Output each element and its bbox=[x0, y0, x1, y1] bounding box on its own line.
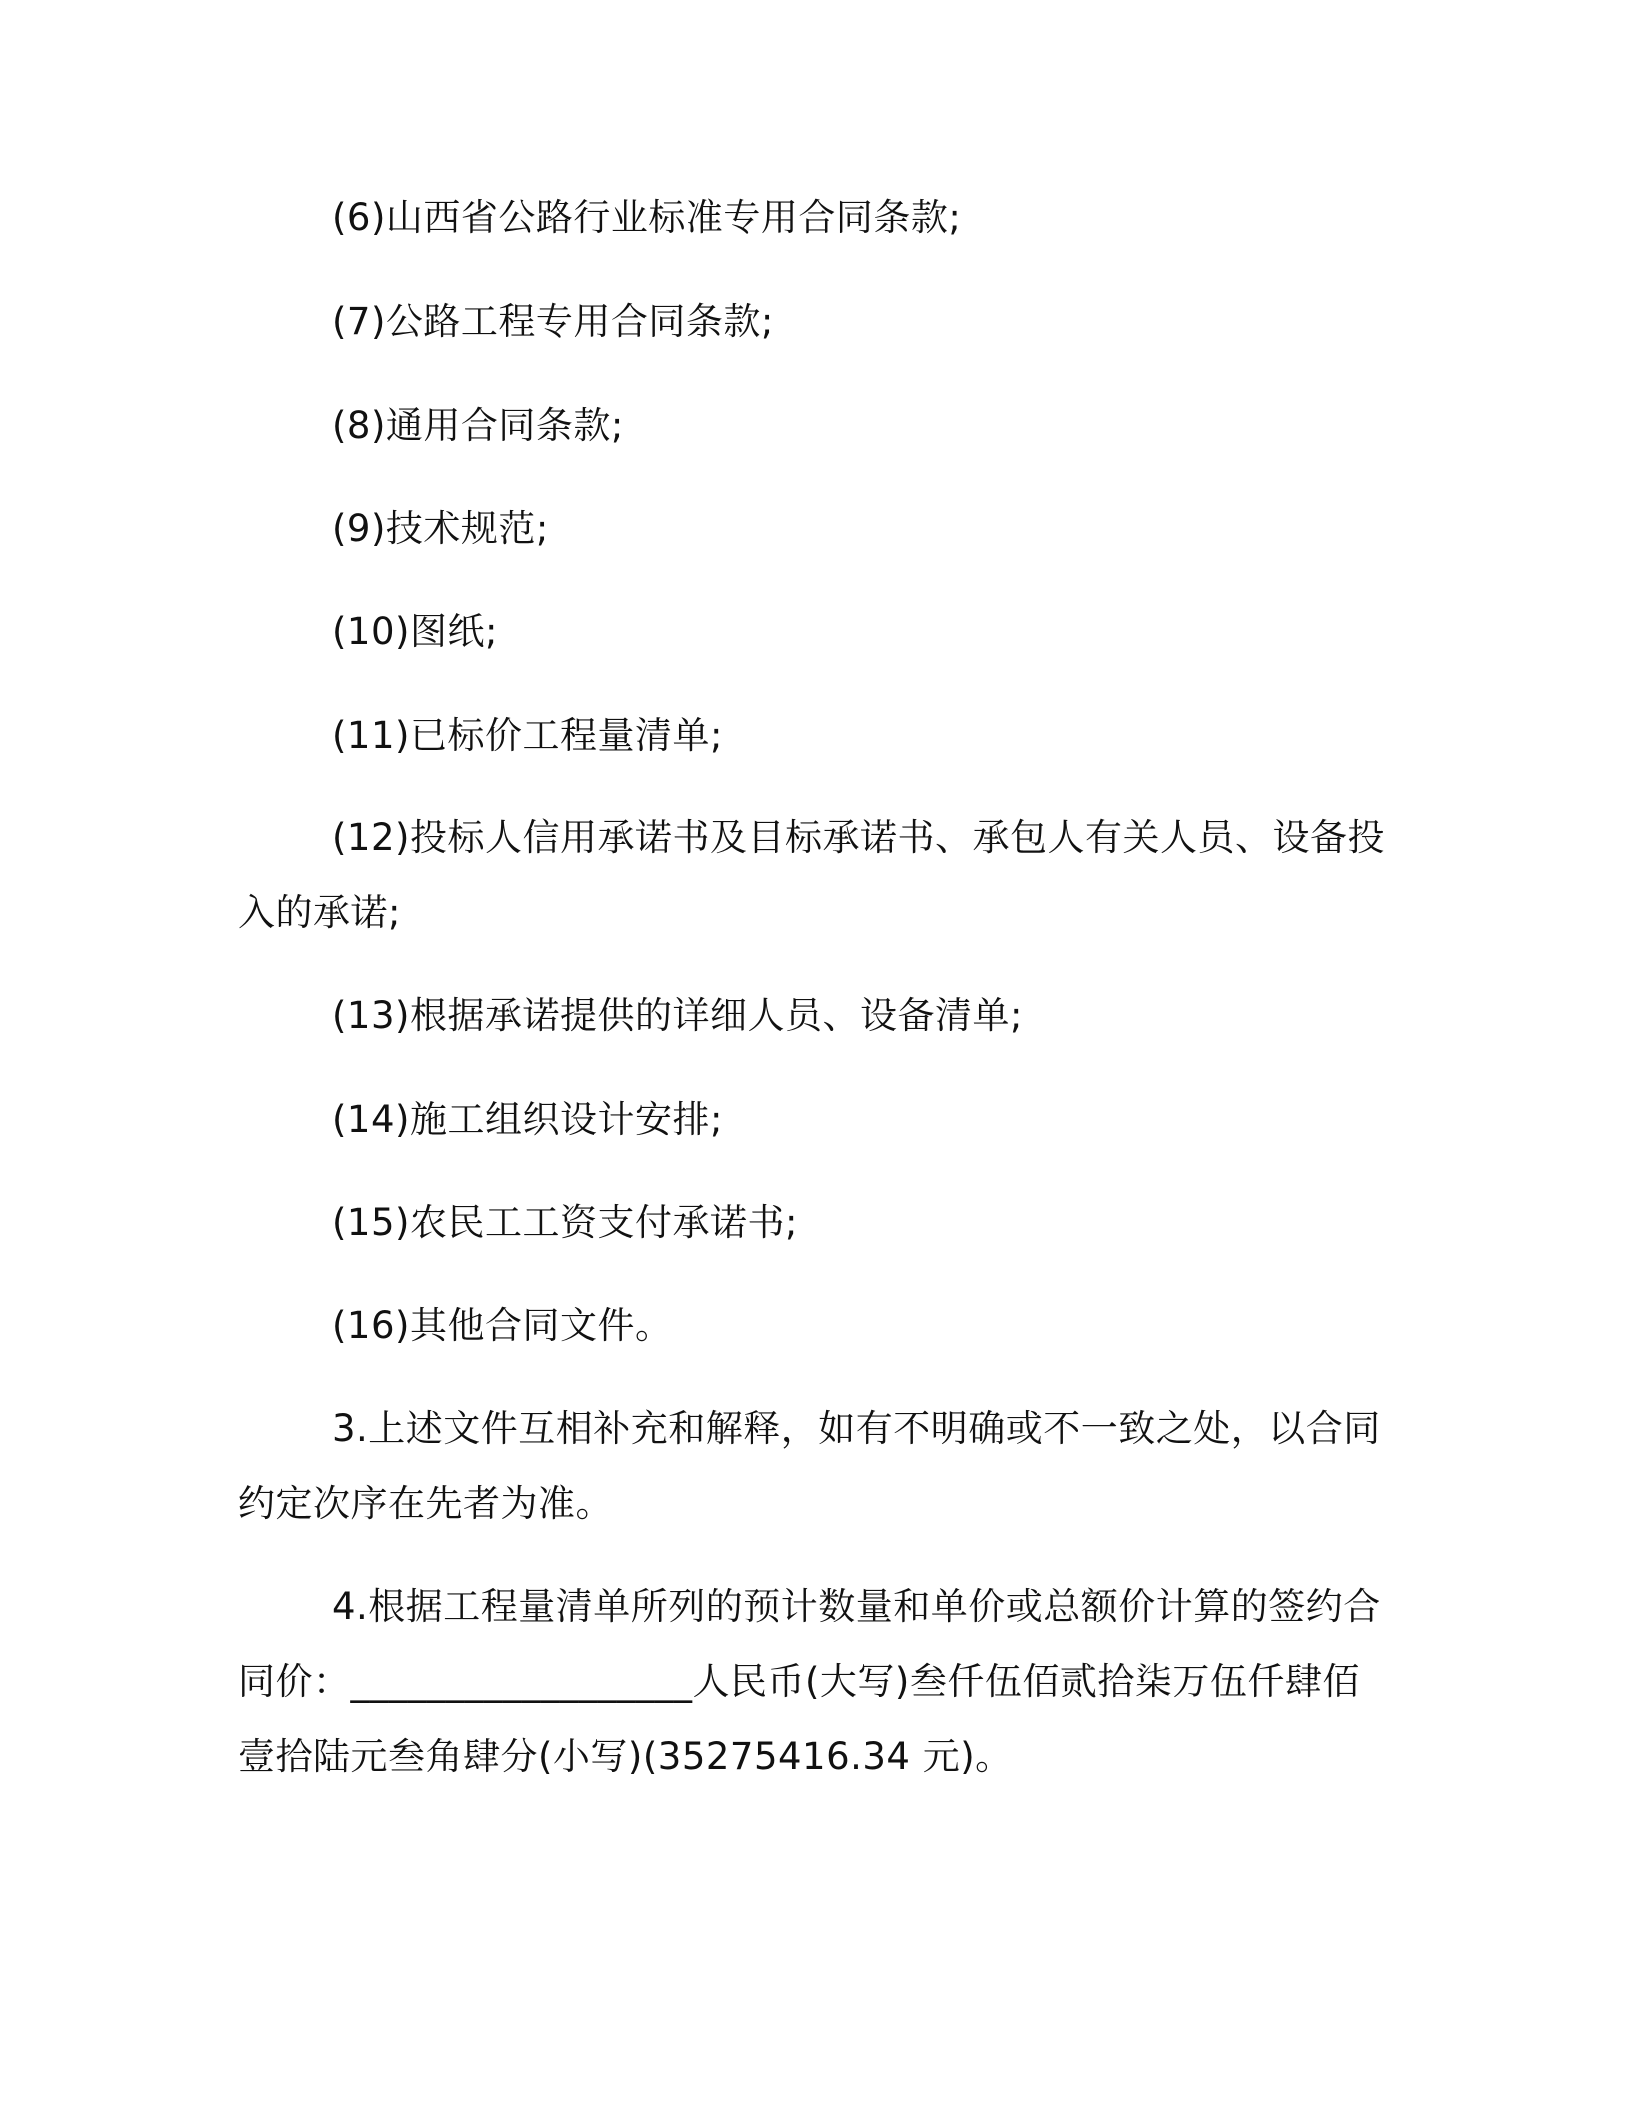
contract-item-13: (13)根据承诺提供的详细人员、设备清单; bbox=[332, 994, 1023, 1037]
contract-item-12-continuation: 入的承诺; bbox=[238, 891, 401, 934]
contract-item-10: (10)图纸; bbox=[332, 610, 498, 653]
clause-3-line-1: 3.上述文件互相补充和解释，如有不明确或不一致之处，以合同 bbox=[332, 1407, 1381, 1450]
contract-item-8: (8)通用合同条款; bbox=[332, 404, 624, 447]
contract-item-12: (12)投标人信用承诺书及目标承诺书、承包人有关人员、设备投 bbox=[332, 816, 1385, 859]
contract-item-7: (7)公路工程专用合同条款; bbox=[332, 300, 774, 343]
clause-3-line-2: 约定次序在先者为准。 bbox=[238, 1482, 613, 1525]
contract-item-9: (9)技术规范; bbox=[332, 507, 549, 550]
contract-item-6: (6)山西省公路行业标准专用合同条款; bbox=[332, 196, 962, 239]
contract-item-14: (14)施工组织设计安排; bbox=[332, 1098, 723, 1141]
clause-4-line-2: 同价：__________________人民币(大写)叁仟伍佰贰拾柒万伍仟肆佰 bbox=[238, 1660, 1360, 1703]
clause-4-line-3: 壹拾陆元叁角肆分(小写)(35275416.34 元)。 bbox=[238, 1735, 1013, 1778]
clause-4-line-1: 4.根据工程量清单所列的预计数量和单价或总额价计算的签约合 bbox=[332, 1585, 1381, 1628]
contract-item-15: (15)农民工工资支付承诺书; bbox=[332, 1201, 798, 1244]
contract-item-11: (11)已标价工程量清单; bbox=[332, 714, 723, 757]
contract-item-16: (16)其他合同文件。 bbox=[332, 1304, 673, 1347]
